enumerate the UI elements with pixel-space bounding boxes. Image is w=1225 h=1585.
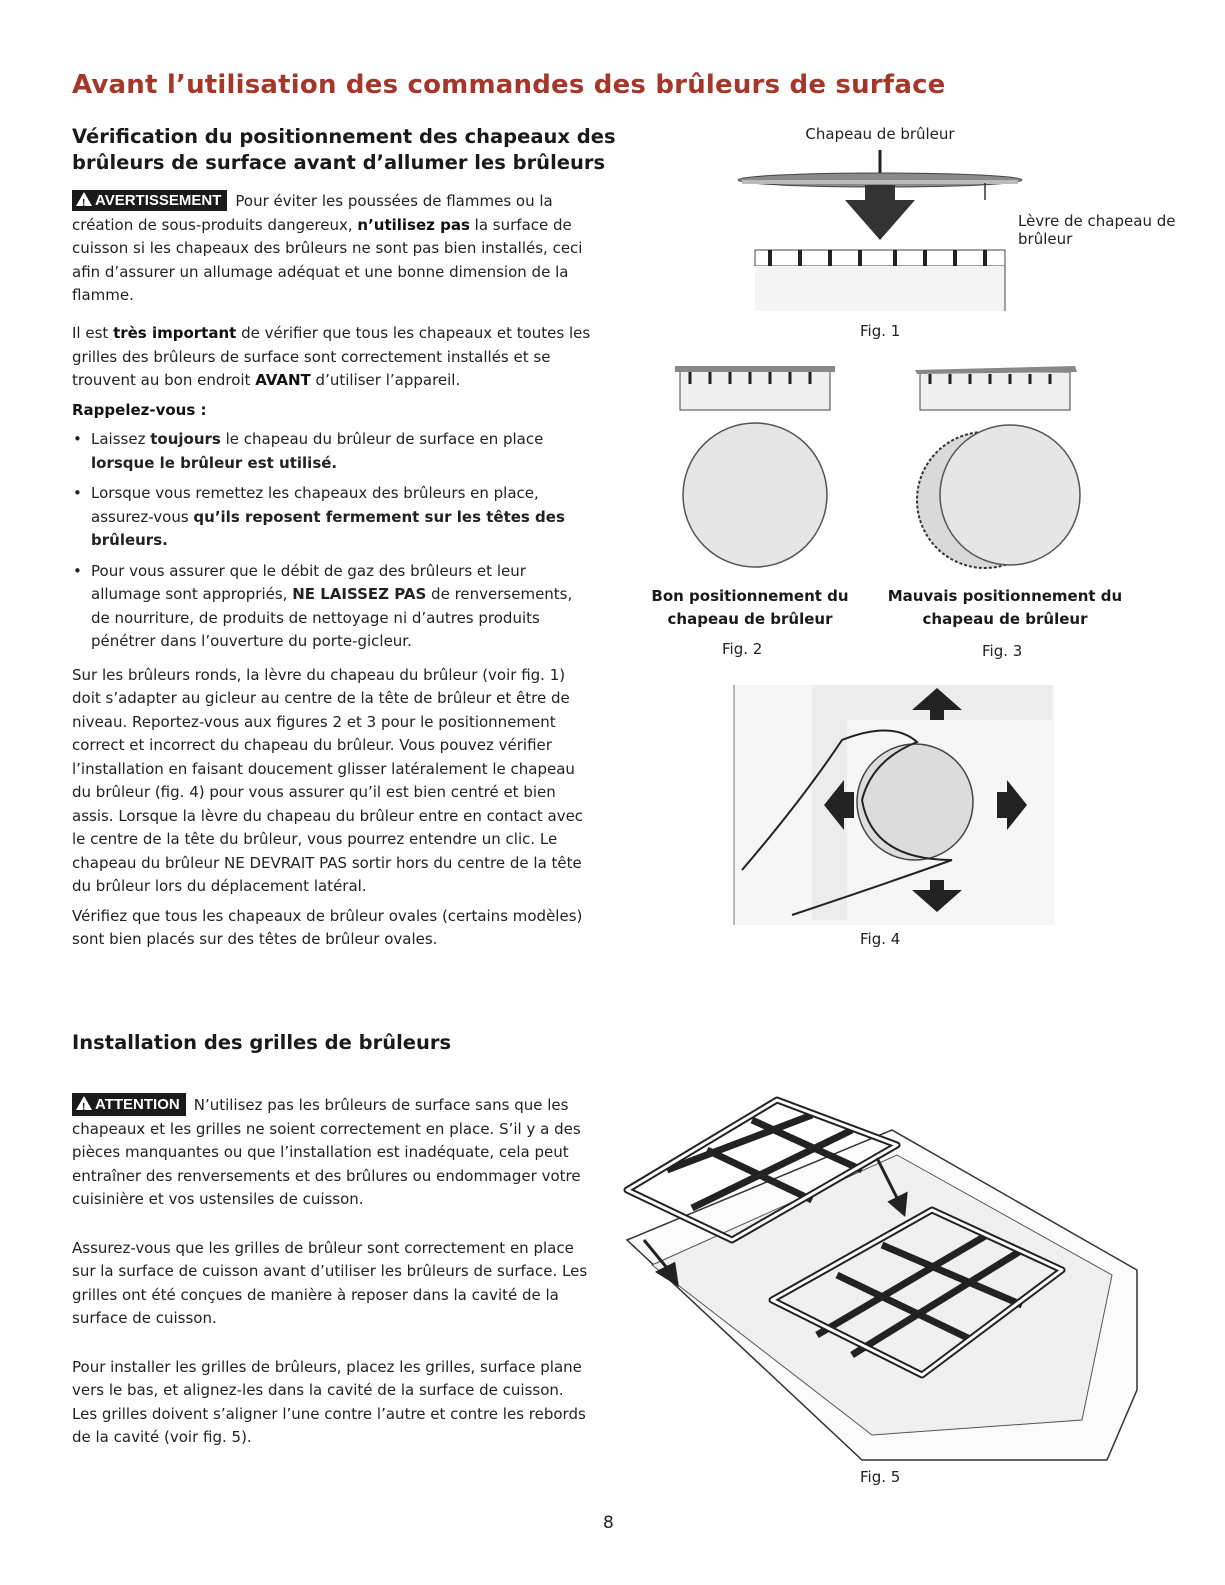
b1-bold-1: toujours: [150, 430, 221, 448]
remember-list: [72, 428, 592, 654]
page-number: 8: [603, 1513, 614, 1533]
p2-text-1: Il est: [72, 324, 114, 342]
fig2-caption-line-1: Bon positionnement du: [651, 587, 849, 605]
fig3-caption-text: [885, 585, 1125, 631]
b3-text-1: Pour vous assurer que le débit de gaz des brûleurs et leur allumage sont appropriés,: [91, 561, 526, 603]
fig4-caption: Fig. 4: [860, 930, 901, 948]
fig1-label-lip: Lèvre de chapeau de brûleur: [1018, 212, 1176, 248]
b3-text-2: de renversements, de nourriture, de produits de nettoyage ni d’autres produits pénétrer dans l’ouverture du porte-gicleur.: [91, 585, 573, 650]
fig4-slide-cap-diagram: [722, 680, 1062, 935]
fig5-caption: Fig. 5: [860, 1468, 901, 1486]
fig1-caption: Fig. 1: [860, 322, 901, 340]
warning-triangle-icon: [76, 192, 92, 206]
p2-bold-2: AVANT: [255, 371, 311, 389]
caution-text: N’utilisez pas les brûleurs de surface sans que les chapeaux et les grilles ne soient correctement en place. S’il y a des pièces manquantes ou que l’installation est inadéquate, cela peut entraîner des renversements et des brûlures ou endommager votre cuisinière et vos ustensiles de cuisson.: [72, 1096, 581, 1208]
p2-text-3: d’utiliser l’appareil.: [310, 371, 461, 389]
b2-bold-1: qu’ils reposent fermement sur les têtes des brûleurs.: [91, 507, 565, 549]
caution-badge-label: ATTENTION: [95, 1096, 180, 1113]
fig2-caption-line-2: chapeau de brûleur: [667, 610, 833, 628]
fig3-caption-line-1: Mauvais positionnement du: [887, 587, 1123, 605]
warning-paragraph: [72, 190, 592, 308]
fig1-burner-cap-diagram: [730, 145, 1030, 320]
oval-caps-paragraph: Vérifiez que tous les chapeaux de brûleur ovales (certains modèles) sont bien placés sur des têtes de brûleur ovales.: [72, 906, 583, 948]
list-item: [72, 560, 592, 654]
b1-text-2: le chapeau du brûleur de surface en place: [220, 430, 544, 448]
b2-text-1: Lorsque vous remettez les chapeaux des brûleurs en place, assurez-vous: [91, 484, 539, 526]
heading-line-2: brûleurs de surface avant d’allumer les brûleurs: [72, 151, 606, 174]
grate-install-paragraph: Pour installer les grilles de brûleurs, placez les grilles, surface plane vers le bas, et alignez-les dans la cavité de la surface de cuisson. Les grilles doivent s’aligner l’une contre l’autre et contre les rebords de la cavité (voir fig. 5).: [72, 1357, 586, 1446]
list-item: [72, 428, 592, 475]
fig2-correct-cap-diagram: [665, 362, 845, 572]
section-heading-grate-install: Installation des grilles de brûleurs: [72, 1031, 452, 1054]
fig3-caption: Fig. 3: [982, 642, 1023, 660]
section-heading-cap-verification: [72, 124, 632, 176]
remember-heading: Rappelez-vous :: [72, 400, 207, 419]
b1-text-1: Laissez: [91, 430, 151, 448]
fig1-label-cap: Chapeau de brûleur: [805, 125, 955, 143]
b1-bold-2: lorsque le brûleur est utilisé.: [91, 453, 338, 472]
p2-bold-1: très important: [113, 324, 237, 342]
lip-paragraph: Sur les brûleurs ronds, la lèvre du chapeau du brûleur (voir fig. 1) doit s’adapter au gicleur au centre de la tête de brûleur et être de niveau. Reportez-vous aux figures 2 et 3 pour le positionnement correct et incorrect du chapeau du brûleur. Vous pouvez vérifier l’installation en faisant doucement glisser latéralement le chapeau du brûleur (fig. 4) pour vous assurer qu’il est bien centré et bien assis. Lorsque la lèvre du chapeau du brûleur entre en contact avec le centre de la tête du brûleur, vous pourrez entendre un clic. Le chapeau du brûleur NE DEVRAIT PAS sortir hors du centre de la tête du brûleur lors du déplacement latéral.: [72, 665, 584, 895]
warning-badge: [72, 190, 227, 211]
heading-line-1: Vérification du positionnement des chapeaux des: [72, 125, 616, 148]
b3-bold-1: NE LAISSEZ PAS: [292, 585, 427, 603]
important-paragraph: [72, 322, 592, 393]
fig5-grates-diagram: [612, 1090, 1147, 1465]
list-item: [72, 482, 592, 553]
caution-paragraph: [72, 1093, 592, 1212]
warn-text-2: la surface de cuisson si les chapeaux des brûleurs ne sont pas bien installés, ceci afin d’assurer un allumage adéquat et une bonne dimension de la flamme.: [72, 215, 583, 304]
fig3-caption-line-2: chapeau de brûleur: [922, 610, 1088, 628]
warn-text-1: Pour éviter les poussées de flammes ou la création de sous-produits dangereux,: [72, 192, 553, 234]
warning-block: [72, 190, 592, 308]
fig2-caption: Fig. 2: [722, 640, 763, 658]
caution-block: [72, 1093, 592, 1450]
fig2-caption-text: [640, 585, 860, 631]
p2-text-2: de vérifier que tous les chapeaux et toutes les grilles des brûleurs de surface sont correctement installés et se trouvent au bon endroit: [72, 324, 591, 389]
warning-badge-label: AVERTISSEMENT: [95, 192, 222, 209]
caution-badge: [72, 1093, 186, 1116]
page-title: Avant l’utilisation des commandes des brûleurs de surface: [72, 70, 946, 100]
warn-bold-1: n’utilisez pas: [357, 215, 470, 234]
grate-placement-paragraph: Assurez-vous que les grilles de brûleur sont correctement en place sur la surface de cuisson avant d’utiliser les brûleurs de surface. Les grilles ont été conçues de manière à reposer dans la cavité de la surface de cuisson.: [72, 1238, 588, 1327]
caution-triangle-icon: [76, 1096, 92, 1110]
important-paragraph-block: [72, 322, 592, 952]
fig3-incorrect-cap-diagram: [905, 362, 1095, 572]
